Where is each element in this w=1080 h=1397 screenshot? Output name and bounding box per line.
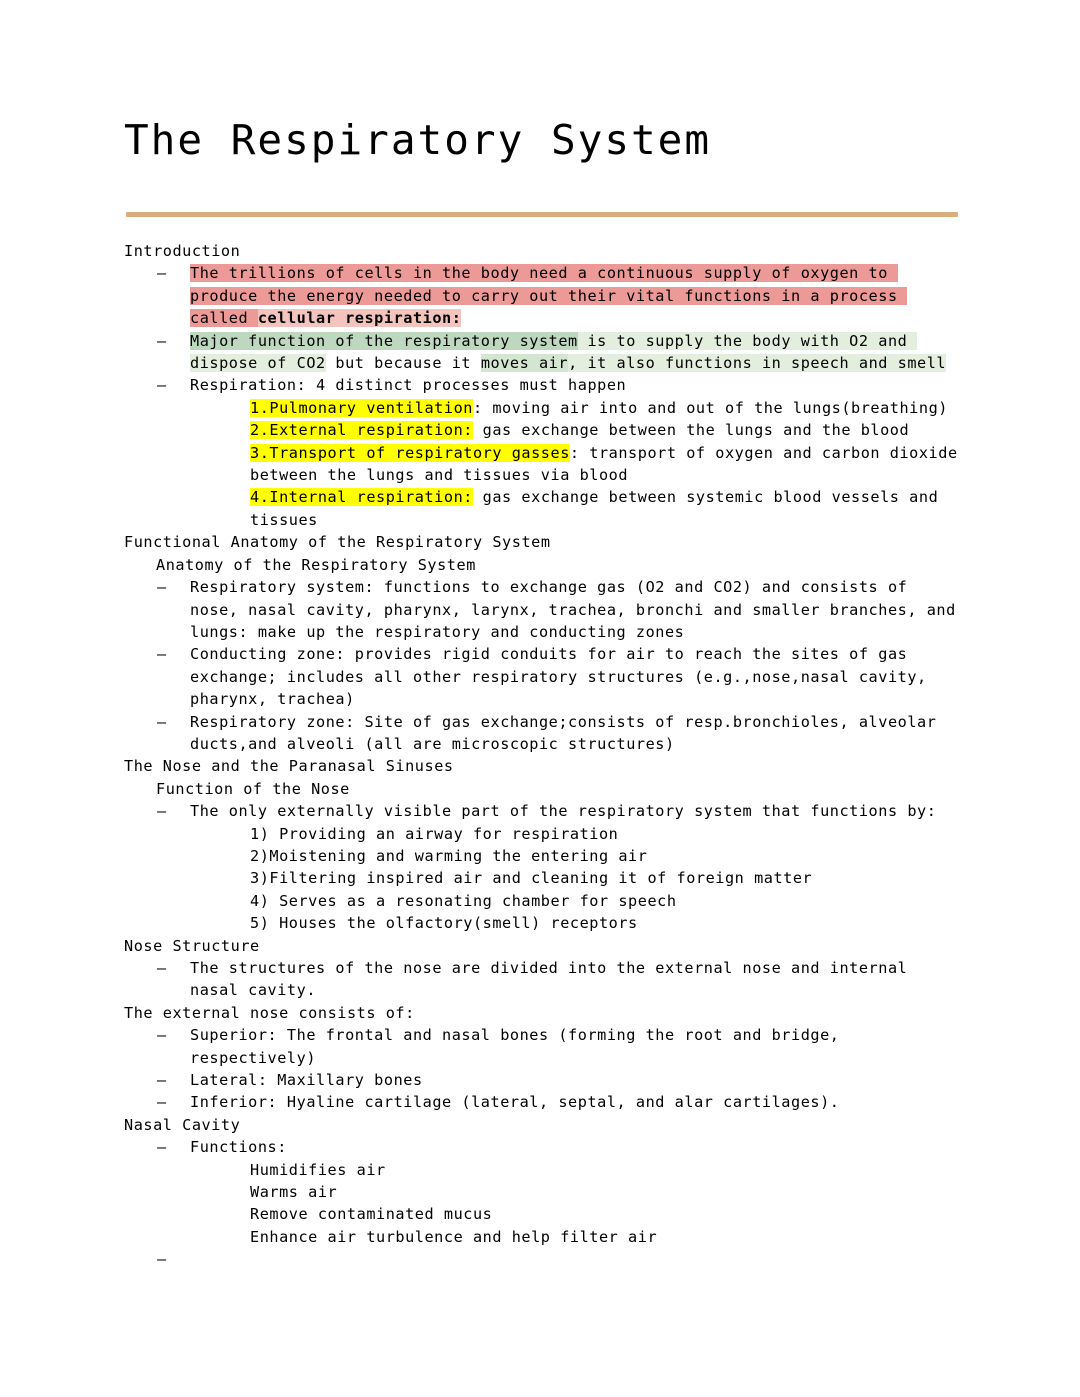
plain-text-a: but because it <box>325 354 481 373</box>
nose-function-bullet <box>124 800 964 822</box>
heading-nose-paranasal-sinuses: The Nose and the Paranasal Sinuses <box>124 757 454 776</box>
heading-introduction: Introduction <box>124 242 241 260</box>
highlight-yellow-term: 3.Transport of respiratory gasses <box>250 443 570 462</box>
anatomy-bullet <box>124 643 964 710</box>
bullet-dash-icon: – <box>157 264 167 283</box>
highlight-yellow-term: 2.External respiration: <box>250 421 473 440</box>
item-text: : transport of oxygen and carbon dioxide between the lungs and tissues via blood <box>250 443 968 485</box>
document-body <box>124 240 968 1271</box>
nasal-cavity-function-item: Enhance air turbulence and help filter air <box>250 1227 658 1246</box>
item-text: gas exchange between systemic blood vessels and tissues <box>250 488 948 529</box>
respiration-process-item <box>124 442 968 487</box>
intro-bullet-respiration-processes <box>124 374 964 396</box>
nose-function-item: 5) Houses the olfactory(smell) receptors <box>250 914 638 933</box>
bullet-text: Lateral: Maxillary bones <box>190 1071 423 1090</box>
nose-function-item: 3)Filtering inspired air and cleaning it of foreign matter <box>250 869 813 888</box>
item-text: : moving air into and out of the lungs(breathing) <box>472 398 948 417</box>
bullet-dash-icon: – <box>157 331 167 350</box>
item-text: gas exchange between the lungs and the blood <box>472 421 910 440</box>
bullet-dash-icon: – <box>157 578 167 597</box>
nose-function-item: 1) Providing an airway for respiration <box>250 824 619 843</box>
bullet-dash-icon: – <box>157 1071 167 1090</box>
highlight-green-light-b: , it also functions in speech and smell <box>568 354 947 373</box>
subheading-anatomy-respiratory-system: Anatomy of the Respiratory System <box>156 555 476 574</box>
nose-structure-bullet <box>124 957 964 1002</box>
highlight-yellow-term: 1.Pulmonary ventilation <box>250 398 473 417</box>
bullet-dash-icon: – <box>157 802 167 821</box>
page-title: The Respiratory System <box>124 116 712 164</box>
bullet-text: Respiratory zone: Site of gas exchange;consists of resp.bronchioles, alveolar ducts,and alveoli (all are microscopic structures) <box>190 712 947 753</box>
bullet-text: Respiration: 4 distinct processes must happen <box>190 376 627 395</box>
external-nose-bullet <box>124 1069 964 1091</box>
nasal-cavity-function-item: Humidifies air <box>250 1160 386 1179</box>
bullet-dash-icon: – <box>157 1026 167 1045</box>
bullet-dash-icon: – <box>157 645 167 664</box>
title-divider-rule <box>126 212 958 217</box>
heading-external-nose: The external nose consists of: <box>124 1003 415 1022</box>
nasal-cavity-functions-bullet <box>124 1136 964 1158</box>
intro-bullet-major-function <box>124 330 964 375</box>
subheading-function-of-the-nose: Function of the Nose <box>156 779 350 798</box>
bullet-dash-icon: – <box>157 1250 167 1269</box>
highlight-green-medium: moves air <box>480 354 569 373</box>
highlight-yellow-term: 4.Internal respiration: <box>250 488 473 507</box>
bullet-dash-icon: – <box>157 712 167 731</box>
highlight-green-strong: Major function of the respiratory system <box>190 331 578 350</box>
empty-trailing-bullet <box>124 1248 964 1270</box>
external-nose-bullet <box>124 1091 964 1113</box>
bullet-text: Conducting zone: provides rigid conduits for air to reach the sites of gas exchange; includes all other respiratory structures (e.g.,nose,nasal cavity, pharynx, trachea) <box>190 645 937 709</box>
bullet-dash-icon: – <box>157 1138 167 1157</box>
nose-function-item: 2)Moistening and warming the entering air <box>250 846 648 865</box>
bullet-text: Respiratory system: functions to exchange gas (O2 and CO2) and consists of nose, nasal cavity, pharynx, larynx, trachea, bronchi and smaller branches, and lungs: make up the respiratory and conducting zones <box>190 578 966 641</box>
bullet-dash-icon: – <box>157 1093 167 1112</box>
anatomy-bullet <box>124 711 964 756</box>
bullet-text: Inferior: Hyaline cartilage (lateral, septal, and alar cartilages). <box>190 1093 840 1112</box>
nasal-cavity-function-item: Remove contaminated mucus <box>250 1205 493 1224</box>
heading-functional-anatomy: Functional Anatomy of the Respiratory System <box>124 533 551 552</box>
highlight-green-light-a: is to supply the body with O2 and dispose of CO2 <box>190 331 918 373</box>
bullet-text: Superior: The frontal and nasal bones (forming the root and bridge, respectively) <box>190 1026 850 1067</box>
nose-function-item: 4) Serves as a resonating chamber for speech <box>250 891 677 910</box>
highlight-red-bold-term: cellular respiration: <box>257 309 462 328</box>
respiration-process-item <box>124 419 964 441</box>
bullet-text: The structures of the nose are divided into the external nose and internal nasal cavity. <box>190 959 918 1000</box>
nasal-cavity-function-item: Warms air <box>250 1183 338 1202</box>
bullet-text: The only externally visible part of the respiratory system that functions by: <box>190 802 937 821</box>
bullet-text: Functions: <box>190 1138 287 1157</box>
anatomy-bullet <box>124 576 964 643</box>
bullet-dash-icon: – <box>157 376 167 395</box>
external-nose-bullet <box>124 1024 964 1069</box>
respiration-process-item <box>124 397 964 419</box>
heading-nose-structure: Nose Structure <box>124 936 260 955</box>
intro-bullet-cellular-respiration <box>124 262 964 329</box>
heading-nasal-cavity: Nasal Cavity <box>124 1115 241 1134</box>
bullet-dash-icon: – <box>157 959 167 977</box>
highlight-red-text: The trillions of cells in the body need a continuous supply of oxygen to produce the energy needed to carry out their vital functions in a process called <box>190 264 908 328</box>
respiration-process-item <box>124 486 964 531</box>
